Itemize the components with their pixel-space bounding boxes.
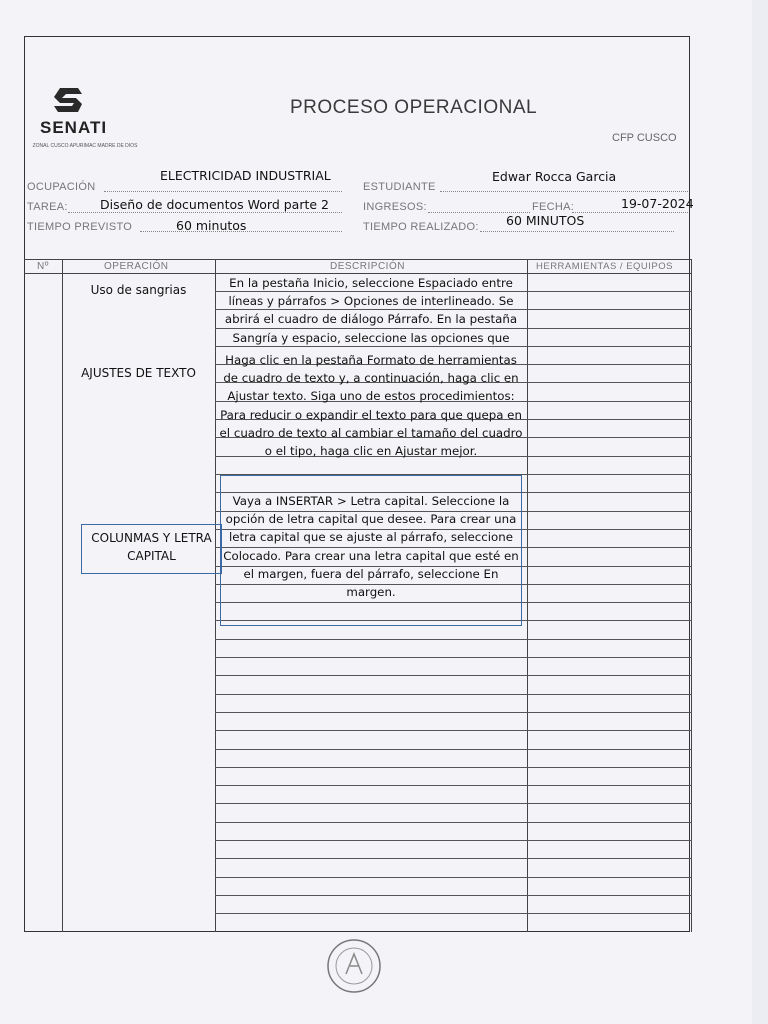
tarea-label: TAREA: — [27, 201, 68, 213]
header-herramientas: HERRAMIENTAS / EQUIPOS — [536, 261, 673, 272]
stamp-seal-icon — [326, 938, 382, 994]
description-line: Para reducir o expandir el texto para que quepa en — [220, 407, 522, 422]
center-name: CFP CUSCO — [612, 132, 677, 144]
description-line: líneas y párrafos > Opciones de interlineado. Se — [228, 294, 514, 309]
ruled-line — [215, 712, 692, 713]
header-num: Nº — [37, 261, 49, 272]
ruled-line — [215, 657, 692, 658]
fecha-value: 19-07-2024 — [621, 196, 694, 211]
description-line: letra capital que se ajuste al párrafo, seleccione — [229, 530, 513, 545]
description-line: abrirá el cuadro de diálogo Párrafo. En la pestaña — [224, 312, 518, 327]
tarea-line — [68, 212, 342, 213]
column-divider — [62, 259, 63, 932]
estudiante-label: ESTUDIANTE — [363, 181, 436, 193]
description-line: margen. — [346, 585, 396, 600]
description-line: opción de letra capital que desee. Para crear una — [225, 512, 517, 527]
tiempo-realizado-line — [480, 231, 674, 232]
operacion-cell: AJUSTES DE TEXTO — [81, 366, 196, 380]
ingresos-label: INGRESOS: — [363, 201, 427, 213]
column-divider — [691, 259, 692, 932]
operacion-cell — [83, 529, 220, 565]
operacion-cell: Uso de sangrias — [90, 283, 187, 297]
ruled-line — [215, 895, 692, 896]
ruled-line — [215, 858, 692, 859]
description-line: el cuadro de texto al cambiar el tamaño del cuadro — [219, 425, 523, 440]
fecha-line — [572, 212, 688, 213]
tiempo-previsto-value: 60 minutos — [176, 218, 247, 233]
column-divider — [215, 259, 216, 932]
operations-table — [24, 259, 692, 932]
ocupacion-value: ELECTRICIDAD INDUSTRIAL — [160, 168, 331, 183]
operacion-line: CAPITAL — [127, 549, 176, 563]
ruled-line — [215, 767, 692, 768]
tarea-value: Diseño de documentos Word parte 2 — [100, 197, 329, 212]
fecha-label: FECHA: — [532, 201, 575, 213]
ruled-line — [215, 840, 692, 841]
ruled-line — [215, 730, 692, 731]
estudiante-value: Edwar Rocca Garcia — [492, 169, 617, 184]
description-line: Sangría y espacio, seleccione las opciones que — [232, 330, 510, 345]
column-divider — [527, 259, 528, 932]
ocupacion-label: OCUPACIÓN — [27, 181, 96, 193]
tiempo-realizado-label: TIEMPO REALIZADO: — [363, 221, 479, 233]
ruled-line — [215, 822, 692, 823]
description-line: de cuadro de texto y, a continuación, haga clic en — [223, 371, 519, 386]
ruled-line — [215, 877, 692, 878]
description-line: o el tipo, haga clic en Ajustar mejor. — [264, 444, 478, 459]
description-line: Colocado. Para crear una letra capital que esté en — [223, 548, 519, 563]
description-line: Ajustar texto. Siga uno de estos procedimientos: — [227, 389, 515, 404]
descripcion-cell — [217, 351, 525, 460]
descripcion-cell — [222, 492, 520, 601]
ruled-line — [215, 803, 692, 804]
description-line: Haga clic en la pestaña Formato de herramientas — [225, 353, 517, 367]
ruled-line — [215, 694, 692, 695]
tiempo-realizado-value: 60 MINUTOS — [506, 213, 585, 228]
logo-subtitle: ZONAL CUSCO APURIMAC MADRE DE DIOS — [32, 143, 138, 149]
tiempo-previsto-line — [140, 231, 342, 232]
ruled-line — [215, 749, 692, 750]
logo-wordmark: SENATI — [40, 118, 108, 137]
estudiante-line — [440, 191, 688, 192]
header-operacion: OPERACIÓN — [104, 261, 169, 272]
description-line: Vaya a INSERTAR > Letra capital. Seleccione la — [232, 494, 510, 508]
ruled-line — [215, 785, 692, 786]
description-line: En la pestaña Inicio, seleccione Espaciado entre — [229, 276, 513, 290]
description-line: el margen, fuera del párrafo, seleccione En — [243, 566, 499, 581]
descripcion-cell — [217, 274, 525, 347]
operacion-line: COLUNMAS Y LETRA — [91, 531, 212, 545]
ruled-line — [215, 913, 692, 914]
header-descripcion: DESCRIPCIÓN — [330, 261, 405, 272]
ruled-line — [215, 675, 692, 676]
document-title: PROCESO OPERACIONAL — [290, 97, 538, 118]
tiempo-previsto-label: TIEMPO PREVISTO — [27, 221, 133, 233]
table-top-border — [24, 259, 692, 260]
ocupacion-line — [104, 191, 342, 192]
senati-logo-icon — [38, 86, 142, 120]
ruled-line — [215, 639, 692, 640]
